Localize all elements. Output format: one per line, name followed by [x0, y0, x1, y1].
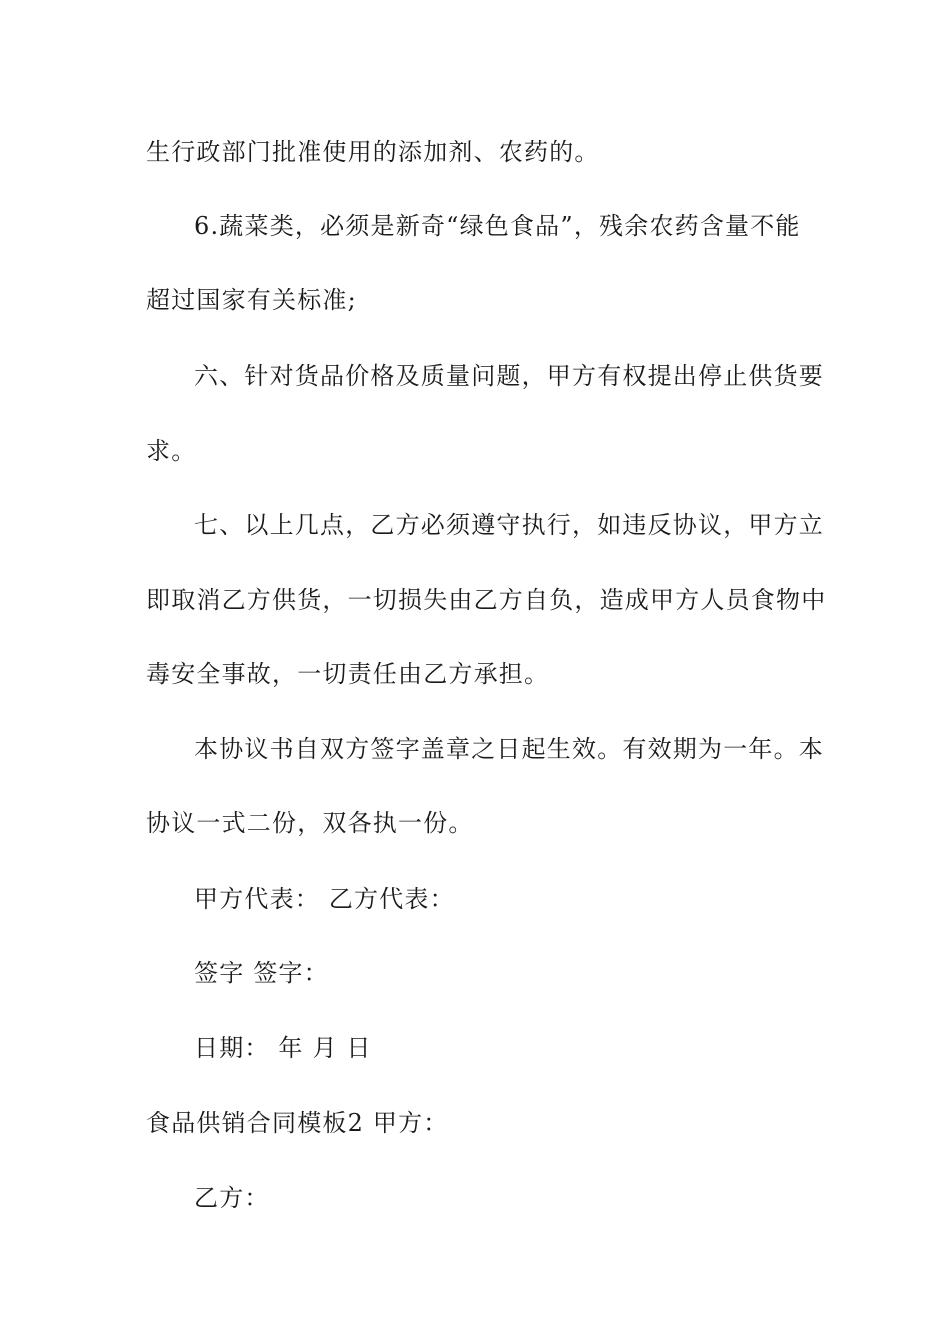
date-field: 日期： 年 月 日 [194, 1034, 372, 1062]
paragraph-line: 协议一式二份，双各执一份。 [146, 809, 474, 837]
paragraph-line: 超过国家有关标准; [146, 286, 357, 314]
paragraph-line: 生行政部门批准使用的添加剂、农药的。 [146, 138, 600, 166]
paragraph-line: 六、针对货品价格及质量问题，甲方有权提出停止供货要 [194, 362, 824, 390]
paragraph-line: 毒安全事故，一切责任由乙方承担。 [146, 660, 550, 688]
paragraph-line: 求。 [146, 437, 197, 465]
contract-template-heading: 食品供销合同模板2 甲方： [146, 1109, 449, 1137]
paragraph-line: 七、以上几点，乙方必须遵守执行，如违反协议，甲方立 [194, 511, 824, 539]
paragraph-line: 本协议书自双方签字盖章之日起生效。有效期为一年。本 [194, 735, 824, 763]
signature-fields: 签字 签字： [194, 959, 329, 987]
party-b-field: 乙方： [194, 1184, 270, 1212]
signature-representatives: 甲方代表： 乙方代表： [194, 885, 455, 913]
paragraph-line: 即取消乙方供货，一切损失由乙方自负，造成甲方人员食物中 [146, 586, 827, 614]
paragraph-line: 6.蔬菜类，必须是新奇“绿色食品”，残余农药含量不能 [194, 212, 801, 240]
